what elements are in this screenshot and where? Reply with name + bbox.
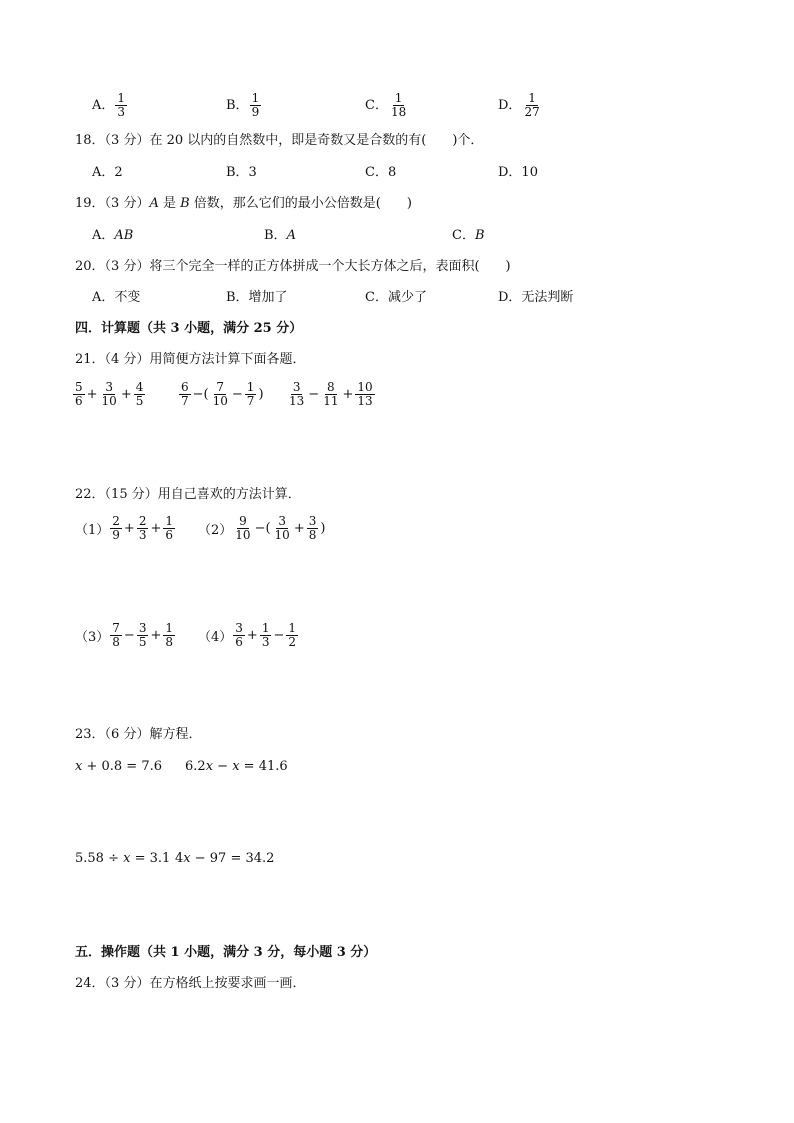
- q17-option-d: D． $\frac{1}{27}$: [498, 91, 540, 119]
- q20-option-a: A．不变: [92, 290, 141, 305]
- fraction: $\frac{1}{9}$: [251, 91, 260, 119]
- q18-text: 18．（3 分）在 20 以内的自然数中，即是奇数又是合数的有( )个．: [75, 133, 484, 148]
- q23-equation-1: x + 0.8 = 7.6: [75, 759, 163, 774]
- q21-text: 21．（4 分）用简便方法计算下面各题．: [75, 352, 306, 367]
- q20-text: 20．（3 分）将三个完全一样的正方体拼成一个大长方体之后，表面积( ): [75, 259, 511, 274]
- q24-text: 24．（3 分）在方格纸上按要求画一画．: [75, 976, 306, 991]
- q23-equation-4: 4x − 97 = 34.2: [175, 851, 275, 866]
- q17-option-a: A． $\frac{1}{3}$: [92, 91, 126, 119]
- q19-option-a: A．AB: [92, 228, 134, 243]
- q18-option-d: D．10: [498, 165, 538, 180]
- q23-equation-2: 6.2x − x = 41.6: [185, 759, 288, 774]
- q18-option-a: A．2: [92, 165, 123, 180]
- fraction: $\frac{1}{18}$: [390, 91, 407, 119]
- q17-option-c: C． $\frac{1}{18}$: [365, 91, 407, 119]
- fraction: $\frac{1}{27}$: [524, 91, 540, 119]
- q19-option-b: B．A: [264, 228, 296, 243]
- q19-option-c: C．B: [452, 228, 485, 243]
- section-5-title: 五．操作题（共 1 小题，满分 3 分，每小题 3 分）: [75, 945, 377, 960]
- q18-option-b: B．3: [226, 165, 257, 180]
- q23-equation-3: 5.58 ÷ x = 3.1: [75, 851, 171, 866]
- q22-problem-1: （1） $\frac{2}{9}$ + $\frac{2}{3}$ + $\frac{1}{6}$: [75, 514, 174, 542]
- q22-problem-2: （2） $\frac{9}{10}$ −( $\frac{3}{10}$ + $\frac{3}{8}$ ): [198, 514, 326, 542]
- q22-problem-3: （3） $\frac{7}{8}$ − $\frac{3}{5}$ + $\frac{1}{8}$: [75, 621, 174, 649]
- q21-expression-1: $\frac{5}{6}$ + $\frac{3}{10}$ + $\frac{4}{5}$: [75, 380, 144, 408]
- q20-option-b: B．增加了: [226, 290, 288, 305]
- fraction: $\frac{1}{3}$: [117, 91, 126, 119]
- q18-option-c: C．8: [365, 165, 397, 180]
- q17-option-b: B． $\frac{1}{9}$: [226, 91, 260, 119]
- q22-problem-4: （4） $\frac{3}{6}$ + $\frac{1}{3}$ − $\frac{1}{2}$: [198, 621, 297, 649]
- q21-expression-2: $\frac{6}{7}$ −( $\frac{7}{10}$ − $\frac{1}{7}$ ): [181, 380, 264, 408]
- q19-text: 19．（3 分）A 是 B 倍数，那么它们的最小公倍数是( ): [75, 196, 412, 211]
- q20-option-d: D．无法判断: [498, 290, 574, 305]
- section-4-title: 四．计算题（共 3 小题，满分 25 分）: [75, 321, 303, 336]
- q21-expression-3: $\frac{3}{13}$ − $\frac{8}{11}$ + $\frac{10}{13}$: [289, 380, 373, 408]
- q20-option-c: C．减少了: [365, 290, 427, 305]
- q23-text: 23．（6 分）解方程．: [75, 727, 202, 742]
- q22-text: 22．（15 分）用自己喜欢的方法计算．: [75, 487, 301, 502]
